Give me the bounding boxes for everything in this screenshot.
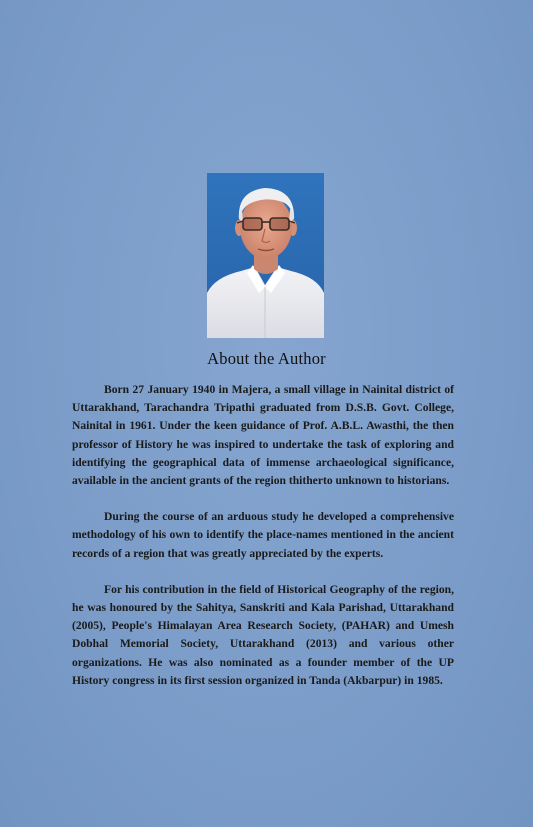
bio-paragraph-1: Born 27 January 1940 in Majera, a small village in Nainital district of Uttarakhand, Tarachandra Tripathi graduated from D.S.B. Govt. College, Nainital in 1961. Under the keen guidance of Prof. A.B.L. Awasthi, the then professor of History he was inspired to undertake the task of exploring and identifying the geographical data of immense archaeological significance, available in the ancient grants of the region thitherto unknown to historians. bbox=[72, 383, 454, 488]
section-title: About the Author bbox=[207, 349, 326, 368]
author-biography bbox=[72, 381, 454, 708]
author-photo bbox=[207, 173, 324, 338]
bio-paragraph-3: For his contribution in the field of Historical Geography of the region, he was honoured by the Sahitya, Sanskriti and Kala Parishad, Uttarakhand (2005), People's Himalayan Area Research Society, (PAHAR) and Umesh Dobhal Memorial Society, Uttarakhand (2013) and various other organizations. He was also nominated as a founder member of the UP History congress in its first session organized in Tanda (Akbarpur) in 1985. bbox=[72, 582, 454, 687]
author-portrait-image bbox=[207, 173, 324, 338]
bio-paragraph-2: During the course of an arduous study he developed a comprehensive methodology of his own to identify the place-names mentioned in the ancient records of a region that was greatly appreciated by the experts. bbox=[72, 510, 454, 560]
